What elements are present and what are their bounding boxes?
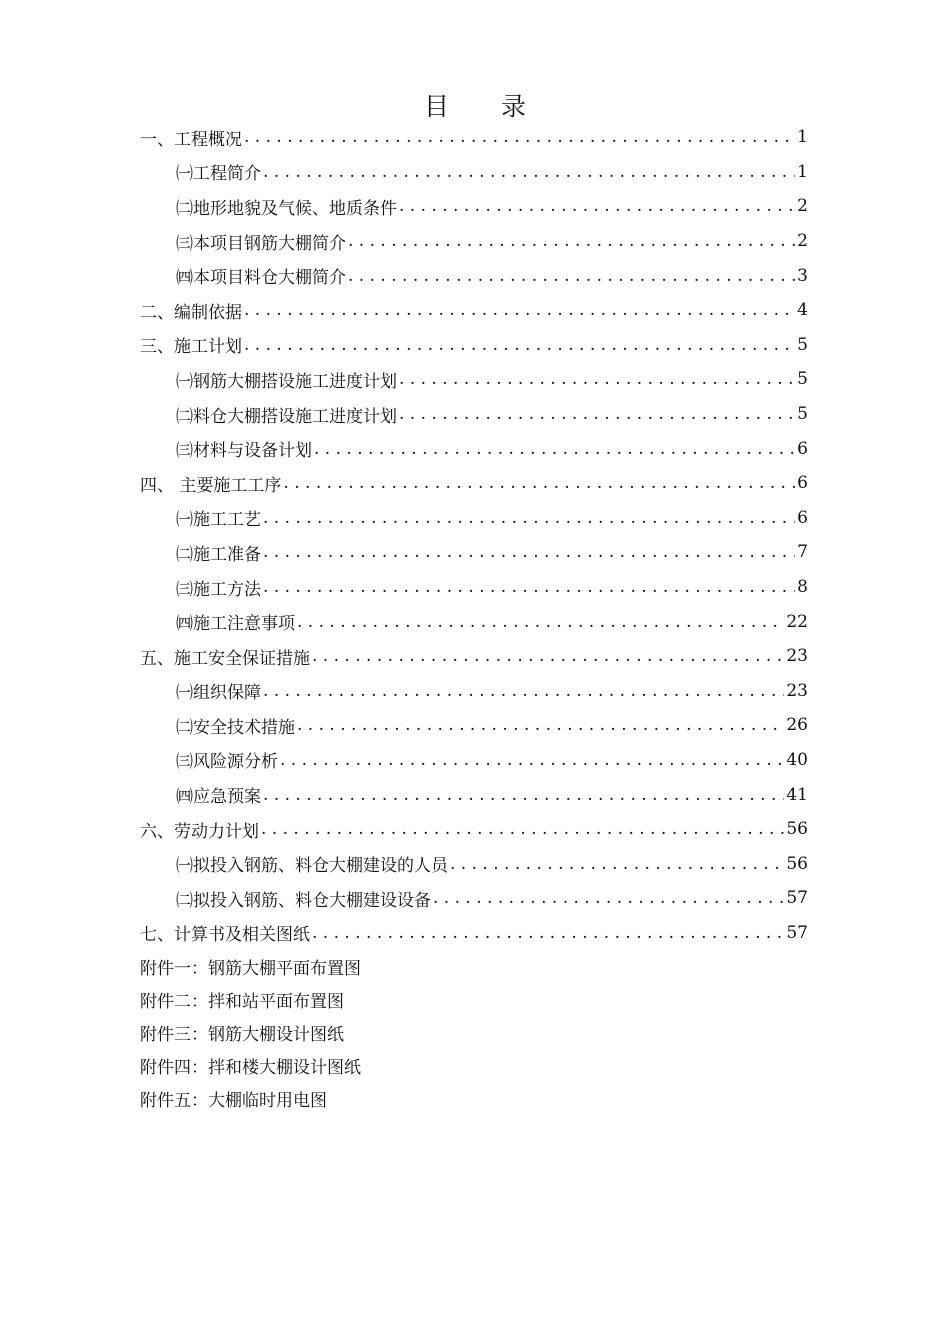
toc-entry-page: 5 <box>797 334 808 355</box>
toc-entry-label: 七、计算书及相关图纸 <box>140 925 310 946</box>
toc-entry-label: ㈢风险源分析 <box>176 752 278 773</box>
toc-entry-label: 四、 主要施工工序 <box>140 475 282 496</box>
toc-entry[interactable] <box>140 258 808 293</box>
toc-entry-page: 26 <box>786 715 808 736</box>
dot-leader <box>263 681 784 701</box>
dot-leader <box>244 335 795 355</box>
toc-entry-label: ㈢材料与设备计划 <box>176 441 312 462</box>
toc-entry-label: ㈣本项目料仓大棚简介 <box>176 268 346 289</box>
toc-entry-page: 6 <box>797 473 808 494</box>
toc-entry-label: ㈠钢筋大棚搭设施工进度计划 <box>176 371 397 392</box>
toc-entry[interactable] <box>140 881 808 916</box>
dot-leader <box>312 646 784 666</box>
toc-entry-page: 8 <box>797 577 808 598</box>
dot-leader <box>283 473 795 493</box>
toc-entry-label: ㈢本项目钢筋大棚简介 <box>176 233 346 254</box>
dot-leader <box>280 750 784 770</box>
toc-entry-page: 23 <box>786 680 808 701</box>
table-of-contents <box>140 120 808 950</box>
dot-leader <box>433 888 784 908</box>
toc-entry-page: 1 <box>797 161 808 182</box>
dot-leader <box>244 300 795 320</box>
toc-entry[interactable] <box>140 397 808 432</box>
toc-entry[interactable] <box>140 155 808 190</box>
toc-entry[interactable] <box>140 431 808 466</box>
toc-entry-label: ㈠施工工艺 <box>176 510 261 531</box>
attachment-item: 附件一：钢筋大棚平面布置图 <box>140 959 361 979</box>
toc-entry-label: 六、劳动力计划 <box>140 821 259 842</box>
toc-entry-label: 五、施工安全保证措施 <box>140 648 310 669</box>
toc-entry-page: 23 <box>786 646 808 667</box>
toc-entry-label: ㈡拟投入钢筋、料仓大棚建设设备 <box>176 890 431 911</box>
toc-entry-page: 57 <box>786 888 808 909</box>
toc-entry-label: ㈠组织保障 <box>176 683 261 704</box>
toc-entry-page: 6 <box>797 438 808 459</box>
toc-entry-label: ㈠工程简介 <box>176 164 261 185</box>
toc-entry-page: 3 <box>797 265 808 286</box>
dot-leader <box>450 854 784 874</box>
toc-entry-page: 4 <box>797 300 808 321</box>
toc-entry-page: 5 <box>797 369 808 390</box>
toc-entry[interactable] <box>140 362 808 397</box>
toc-entry-page: 2 <box>797 196 808 217</box>
toc-entry-label: ㈡地形地貌及气候、地质条件 <box>176 198 397 219</box>
dot-leader <box>263 508 795 528</box>
dot-leader <box>244 127 795 147</box>
toc-entry-label: ㈡安全技术措施 <box>176 717 295 738</box>
dot-leader <box>261 819 784 839</box>
toc-entry[interactable] <box>140 328 808 363</box>
toc-entry-page: 22 <box>786 611 808 632</box>
toc-entry-page: 57 <box>786 922 808 943</box>
dot-leader <box>297 612 784 632</box>
toc-entry-page: 56 <box>786 819 808 840</box>
toc-entry-page: 5 <box>797 404 808 425</box>
dot-leader <box>348 231 795 251</box>
dot-leader <box>263 785 784 805</box>
dot-leader <box>263 577 795 597</box>
toc-entry[interactable] <box>140 846 808 881</box>
toc-entry[interactable] <box>140 708 808 743</box>
toc-entry[interactable] <box>140 501 808 536</box>
dot-leader <box>263 542 795 562</box>
toc-entry[interactable] <box>140 570 808 605</box>
attachment-item: 附件二：拌和站平面布置图 <box>140 992 344 1012</box>
toc-entry[interactable] <box>140 466 808 501</box>
attachment-item: 附件五：大棚临时用电图 <box>140 1091 327 1111</box>
dot-leader <box>399 369 795 389</box>
toc-entry-label: ㈠拟投入钢筋、料仓大棚建设的人员 <box>176 856 448 877</box>
toc-entry-label: 三、施工计划 <box>140 337 242 358</box>
toc-entry-label: ㈣应急预案 <box>176 787 261 808</box>
toc-entry[interactable] <box>140 777 808 812</box>
dot-leader <box>297 715 784 735</box>
dot-leader <box>314 439 795 459</box>
toc-entry-label: 二、编制依据 <box>140 302 242 323</box>
toc-entry[interactable] <box>140 743 808 778</box>
toc-entry-page: 1 <box>797 127 808 148</box>
toc-entry[interactable] <box>140 812 808 847</box>
toc-entry-page: 40 <box>786 749 808 770</box>
toc-entry[interactable] <box>140 120 808 155</box>
toc-entry-label: ㈣施工注意事项 <box>176 614 295 635</box>
toc-entry[interactable] <box>140 189 808 224</box>
toc-entry[interactable] <box>140 293 808 328</box>
toc-entry-page: 2 <box>797 231 808 252</box>
toc-entry-page: 7 <box>797 542 808 563</box>
toc-entry[interactable] <box>140 604 808 639</box>
attachments-list <box>140 950 808 1115</box>
dot-leader <box>312 923 784 943</box>
toc-entry-label: ㈢施工方法 <box>176 579 261 600</box>
toc-entry[interactable] <box>140 916 808 951</box>
attachment-item: 附件三：钢筋大棚设计图纸 <box>140 1025 344 1045</box>
toc-entry-label: 一、工程概况 <box>140 129 242 150</box>
dot-leader <box>263 162 795 182</box>
toc-entry-page: 6 <box>797 507 808 528</box>
toc-entry-page: 56 <box>786 853 808 874</box>
toc-entry[interactable] <box>140 674 808 709</box>
dot-leader <box>348 266 795 286</box>
toc-entry[interactable] <box>140 224 808 259</box>
dot-leader <box>399 196 795 216</box>
dot-leader <box>399 404 795 424</box>
toc-entry-label: ㈡料仓大棚搭设施工进度计划 <box>176 406 397 427</box>
toc-entry-page: 41 <box>786 784 808 805</box>
toc-entry-label: ㈡施工准备 <box>176 544 261 565</box>
toc-entry[interactable] <box>140 535 808 570</box>
toc-title: 目 录 <box>424 92 548 121</box>
attachment-item: 附件四：拌和楼大棚设计图纸 <box>140 1058 361 1078</box>
toc-entry[interactable] <box>140 639 808 674</box>
